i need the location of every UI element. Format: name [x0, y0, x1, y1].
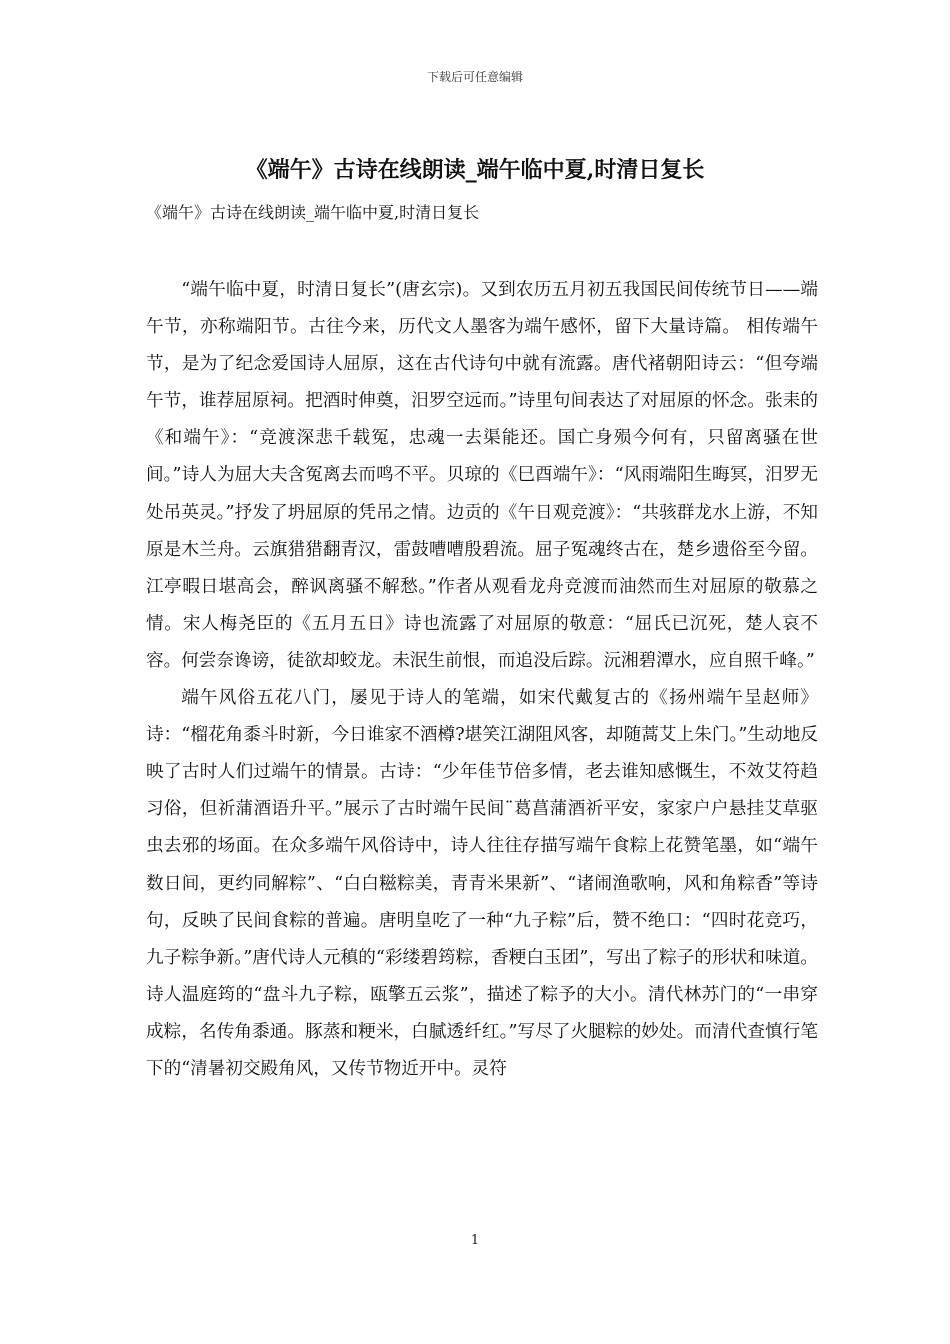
document-title: 《端午》古诗在线朗读_端午临中夏,时清日复长 [245, 157, 705, 183]
paragraph: “端午临中夏，时清日复长”(唐玄宗)。又到农历五月初五我国民间传统节日——端午节，亦称端阳节。古往今来，历代文人墨客为端午感怀，留下大量诗篇。 相传端午节，是为了纪念爱国诗人屈原，这在古代诗句中就有流露。唐代褚朝阳诗云：“但夸端午节，谁荐屈原祠。把酒时伸奠，汨罗空远而。”诗里句间表达了对屈原的怀念。张耒的《和端午》：“竞渡深悲千载冤，忠魂一去渠能还。国亡身殒今何有，只留离骚在世间。”诗人为屈大夫含冤离去而鸣不平。贝琼的《巳酉端午》：“风雨端阳生晦冥，汨罗无处吊英灵。”抒发了坍屈原的凭吊之情。边贡的《午日观竞渡》：“共骇群龙水上游，不知原是木兰舟。云旗猎猎翻青汉，雷鼓嘈嘈殷碧流。屈子冤魂终古在，楚乡遗俗至今留。江亭暇日堪高会，醉讽离骚不解愁。”作者从观看龙舟竞渡而油然而生对屈原的敬慕之情。宋人梅尧臣的《五月五日》诗也流露了对屈原的敬意：“屈氏已沉死，楚人哀不容。何尝奈谗谤，徒欲却蛟龙。未泯生前恨，而追没后踪。沅湘碧潭水，应自照千峰。” [146, 280, 818, 671]
document-subtitle: 《端午》古诗在线朗读_端午临中夏,时清日复长 [146, 203, 480, 222]
article-body [146, 272, 818, 1088]
page-number: 1 [470, 1233, 480, 1248]
paragraph: 端午风俗五花八门，屡见于诗人的笔端，如宋代戴复古的《扬州端午呈赵师》诗：“榴花角黍斗时新，今日谁家不酒樽?堪笑江湖阻风客，却随蒿艾上朱门。”生动地反映了古时人们过端午的情景。古诗：“少年佳节倍多情，老去谁知感慨生，不效艾符趋习俗，但祈蒲酒语升平。”展示了古时端午民间¨葛菖蒲酒祈平安，家家户户悬挂艾草驱虫去邪的场面。在众多端午风俗诗中，诗人往往存描写端午食粽上花赞笔墨，如“端午数日间，更约同解粽”、“白白糍粽美，青青米果新”、“诸闹渔歌响，风和角粽香”等诗句，反映了民间食粽的普遍。唐明皇吃了一种“九子粽”后，赞不绝口：“四时花竞巧，九子粽争新。”唐代诗人元稹的“彩缕碧筠粽，香粳白玉团”，写出了粽子的形状和味道。诗人温庭筠的“盘斗九子粽，瓯擎五云浆”，描述了粽予的大小。清代林苏门的“一串穿成粽，名传角黍通。豚蒸和粳米，白腻透纤红。”写尽了火腿粽的妙处。而清代查慎行笔下的“清暑初交殿角风，又传节物近开中。灵符 [146, 688, 818, 1079]
header-note: 下载后可任意编辑 [426, 70, 523, 84]
